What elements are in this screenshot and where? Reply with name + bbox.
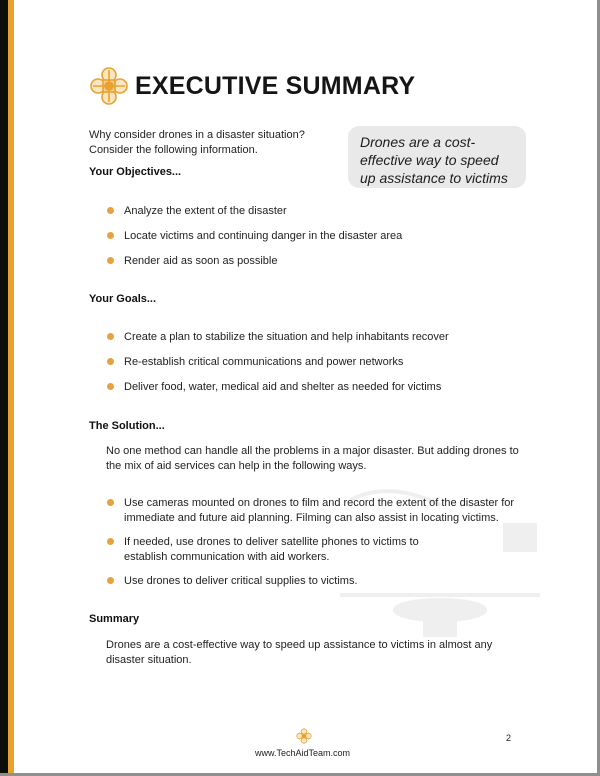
list-item-text: Use cameras mounted on drones to film and record the extent of the disaster for immediate and future aid planning. Filming can also assist in locating victims. xyxy=(124,497,515,524)
list-item xyxy=(107,254,402,269)
list-item-text: Re-establish critical communications and power networks xyxy=(124,356,404,368)
title-row xyxy=(89,66,415,106)
bullet-icon xyxy=(107,538,114,545)
drone-flower-logo-icon xyxy=(89,66,129,106)
footer-logo-icon xyxy=(296,728,312,744)
list-item xyxy=(107,380,449,395)
bullet-icon xyxy=(107,383,114,390)
list-item xyxy=(107,355,449,370)
list-item-text: Create a plan to stabilize the situation and help inhabitants recover xyxy=(124,331,449,343)
solution-list xyxy=(107,496,527,589)
list-item-text: Use drones to deliver critical supplies to victims. xyxy=(124,575,358,587)
summary-heading: Summary xyxy=(89,613,140,625)
list-item xyxy=(107,535,447,565)
bullet-icon xyxy=(107,207,114,214)
list-item xyxy=(107,330,449,345)
bullet-icon xyxy=(107,577,114,584)
bullet-icon xyxy=(107,257,114,264)
list-item xyxy=(107,574,527,589)
list-item-text: If needed, use drones to deliver satellite phones to victims to establish communication with aid workers. xyxy=(124,536,419,563)
solution-paragraph: No one method can handle all the problems in a major disaster. But adding drones to the mix of aid services can help in the following ways. xyxy=(106,445,519,472)
page-number: 2 xyxy=(506,733,512,743)
left-border-orange-stripe xyxy=(8,0,14,776)
objectives-heading: Your Objectives... xyxy=(89,166,182,178)
summary-paragraph: Drones are a cost-effective way to speed up assistance to victims in almost any disaster situation. xyxy=(106,639,493,666)
page-title: EXECUTIVE SUMMARY xyxy=(135,71,416,100)
goals-list xyxy=(107,330,449,395)
footer-website-link[interactable]: www.TechAidTeam.com xyxy=(255,748,351,758)
left-border-black-stripe xyxy=(0,0,8,776)
list-item-text: Analyze the extent of the disaster xyxy=(124,205,287,217)
list-item xyxy=(107,496,527,526)
intro-line-1: Why consider drones in a disaster situation? xyxy=(89,129,305,141)
callout-quote-box: Drones are a cost-effective way to speed up assistance to victims xyxy=(348,126,526,188)
list-item xyxy=(107,229,402,244)
list-item xyxy=(107,204,402,219)
list-item-text: Deliver food, water, medical aid and shelter as needed for victims xyxy=(124,381,442,393)
solution-heading: The Solution... xyxy=(89,420,165,432)
goals-heading: Your Goals... xyxy=(89,293,157,305)
intro-line-2: Consider the following information. xyxy=(89,144,258,156)
list-item-text: Render aid as soon as possible xyxy=(124,255,278,267)
intro-text xyxy=(89,128,305,158)
bullet-icon xyxy=(107,499,114,506)
bullet-icon xyxy=(107,232,114,239)
bullet-icon xyxy=(107,333,114,340)
bullet-icon xyxy=(107,358,114,365)
list-item-text: Locate victims and continuing danger in the disaster area xyxy=(124,230,403,242)
objectives-list xyxy=(107,204,402,269)
